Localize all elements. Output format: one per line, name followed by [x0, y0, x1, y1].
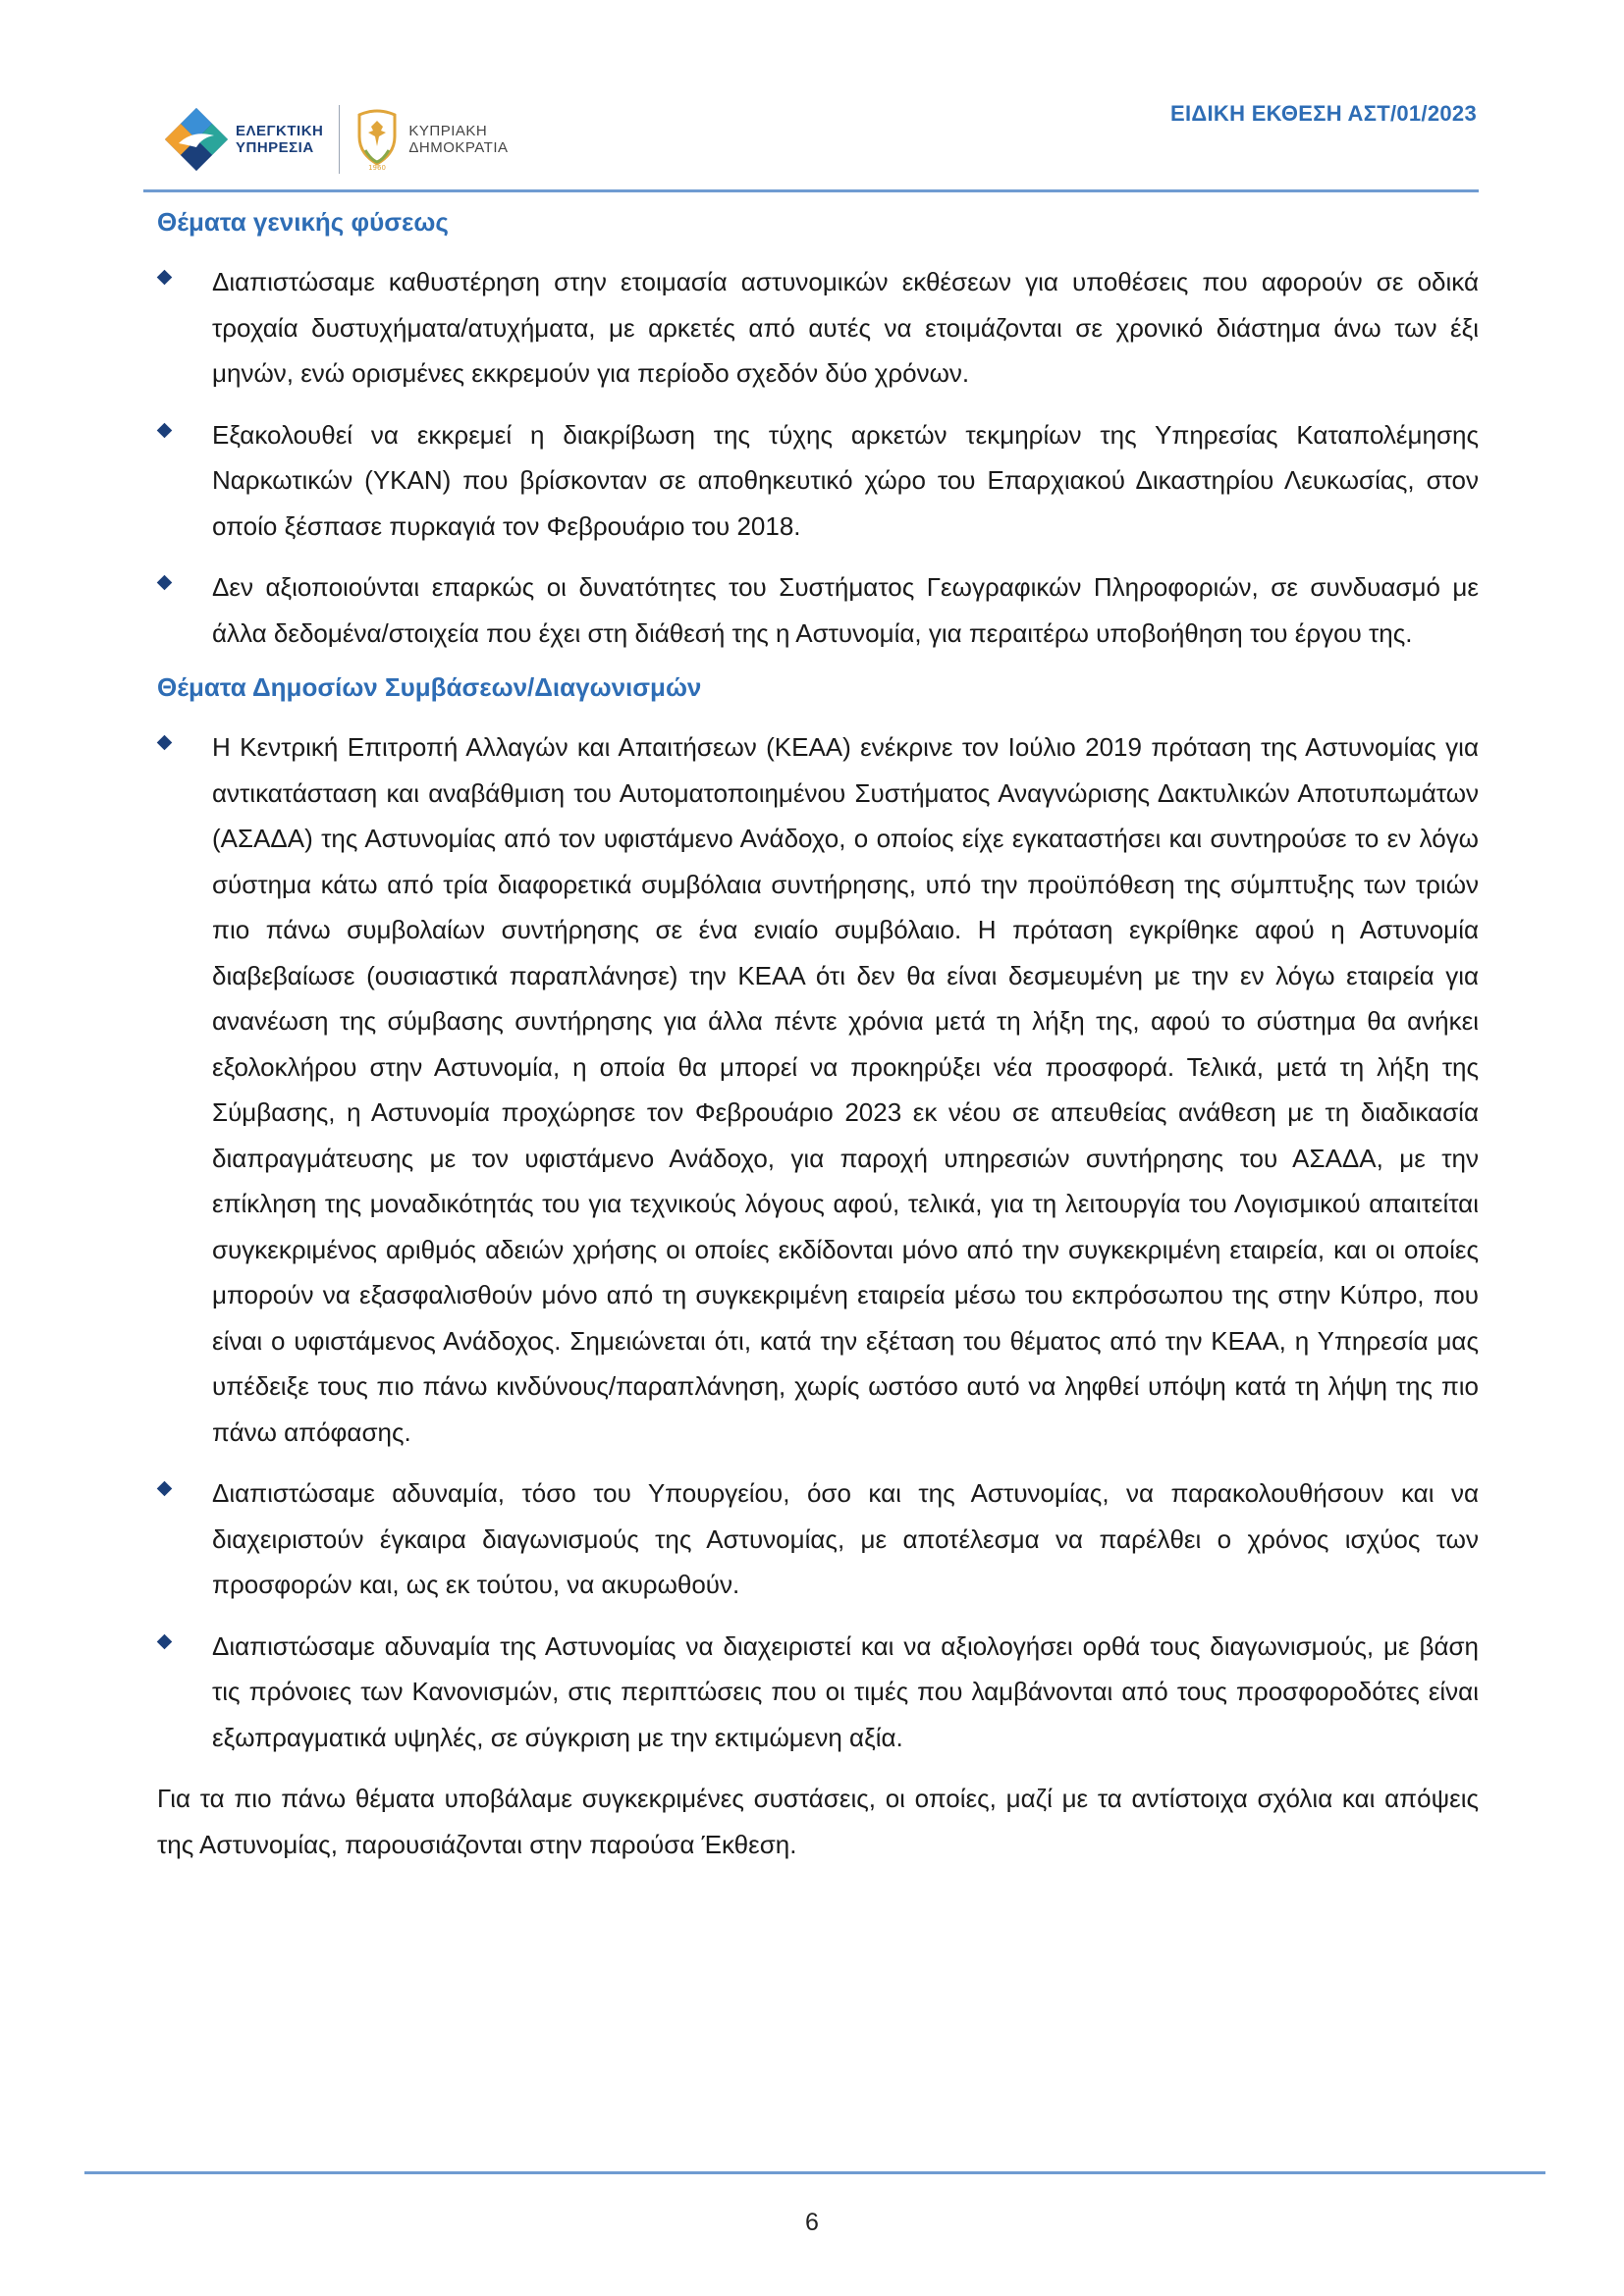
- header-rule: [143, 189, 1479, 192]
- republic-name: [408, 123, 508, 156]
- section-title-general: Θέματα γενικής φύσεως: [157, 207, 449, 237]
- bullet-text: Δεν αξιοποιούνται επαρκώς οι δυνατότητες του Συστήματος Γεωγραφικών Πληροφοριών, σε συνδυασμό με άλλα δεδομένα/στοιχεία που έχει στη διάθεσή της η Αστυνομία, για περαιτέρω υποβοήθηση του έργου της.: [212, 572, 1479, 648]
- footer-rule: [84, 2171, 1545, 2174]
- diamond-bullet-icon: [157, 422, 173, 438]
- section-title-procurement: Θέματα Δημοσίων Συμβάσεων/Διαγωνισμών: [157, 672, 702, 702]
- cyprus-emblem-logo: [353, 107, 401, 172]
- audit-office-name: [236, 123, 323, 156]
- report-id: ΕΙΔΙΚΗ ΕΚΘΕΣΗ ΑΣΤ/01/2023: [1170, 101, 1477, 126]
- logo-divider: [339, 105, 340, 174]
- diamond-bullet-icon: [157, 270, 173, 286]
- page-number: 6: [805, 2209, 819, 2236]
- bullet-text: Η Κεντρική Επιτροπή Αλλαγών και Απαιτήσεων (ΚΕΑΑ) ενέκρινε τον Ιούλιο 2019 πρόταση της Αστυνομίας για αντικατάσταση και αναβάθμιση του Αυτοματοποιημένου Συστήματος Αναγνώρισης Δακτυλικών Αποτυπωμάτων (ΑΣΑΔΑ) της Αστυνομίας από τον υφιστάμενο Ανάδοχο, ο οποίος είχε εγκαταστήσει και συντηρούσε το εν λόγω σύστημα κάτω από τρία διαφορετικά συμβόλαια συντήρησης, υπό την προϋπόθεση της σύμπτυξης των τριών πιο πάνω συμβολαίων συντήρησης σε ένα ενιαίο συμβόλαιο. Η πρόταση εγκρίθηκε αφού η Αστυνομία διαβεβαίωσε (ουσιαστικά παραπλάνησε) την ΚΕΑΑ ότι δεν θα είναι δεσμευμένη με την εν λόγω εταιρεία για ανανέωση της σύμβασης συντήρησης για άλλα πέντε χρόνια μετά τη λήξη της, αφού το σύστημα θα ανήκει εξολοκλήρου στην Αστυνομία, η οποία θα μπορεί να προκηρύξει νέα προσφορά. Τελικά, μετά τη λήξη της Σύμβασης, η Αστυνομία προχώρησε τον Φεβρουάριο 2023 εκ νέου σε απευθείας ανάθεση με τη διαδικασία διαπραγμάτευσης με τον υφιστάμενο Ανάδοχο, για παροχή υπηρεσιών συντήρησης του ΑΣΑΔΑ, με την επίκληση της μοναδικότητάς του για τεχνικούς λόγους αφού, τελικά, για τη λειτουργία του Λογισμικού απαιτείται συγκεκριμένος αριθμός αδειών χρήσης οι οποίες εκδίδονται μόνο από την συγκεκριμένη εταιρεία, και οι οποίες μπορούν να εξασφαλισθούν μόνο από τη συγκεκριμένη εταιρεία μέσω του εκπρόσωπου της στην Κύπρο, που είναι ο υφιστάμενος Ανάδοχος. Σημειώνεται ότι, κατά την εξέταση του θέματος από την ΚΕΑΑ, η Υπηρεσία μας υπέδειξε τους πιο πάνω κινδύνους/παραπλάνηση, χωρίς ωστόσο αυτό να ληφθεί υπόψη κατά τη λήψη της πιο πάνω απόφασης.: [212, 732, 1479, 1447]
- republic-line1: ΚΥΠΡΙΑΚΗ: [408, 123, 488, 139]
- svg-text:1960: 1960: [368, 164, 387, 172]
- diamond-bullet-icon: [157, 575, 173, 591]
- page-content: [157, 204, 1479, 1867]
- audit-office-line1: ΕΛΕΓΚΤΙΚΗ: [236, 123, 324, 139]
- audit-office-logo: [163, 106, 230, 173]
- page-header: [0, 0, 1624, 191]
- bullet-item: [157, 564, 1479, 656]
- closing-paragraph: Για τα πιο πάνω θέματα υποβάλαμε συγκεκριμένες συστάσεις, οι οποίες, μαζί με τα αντίστοιχα σχόλια και απόψεις της Αστυνομίας, παρουσιάζονται στην παρούσα Έκθεση.: [157, 1784, 1479, 1859]
- diamond-bullet-icon: [157, 735, 173, 751]
- bullet-text: Εξακολουθεί να εκκρεμεί η διακρίβωση της τύχης αρκετών τεκμηρίων της Υπηρεσίας Καταπολέμησης Ναρκωτικών (ΥΚΑΝ) που βρίσκονταν σε αποθηκευτικό χώρο του Επαρχιακού Δικαστηρίου Λευκωσίας, στον οποίο ξέσπασε πυρκαγιά τον Φεβρουάριο του 2018.: [212, 419, 1479, 541]
- audit-office-line2: ΥΠΗΡΕΣΙΑ: [236, 139, 314, 156]
- logo-group: [163, 98, 509, 181]
- bullet-item: [157, 724, 1479, 1455]
- bullet-text: Διαπιστώσαμε αδυναμία της Αστυνομίας να διαχειριστεί και να αξιολογήσει ορθά τους διαγωνισμούς, με βάση τις πρόνοιες των Κανονισμών, στις περιπτώσεις που οι τιμές που λαμβάνονται από τους προσφοροδότες είναι εξωπραγματικά υψηλές, σε σύγκριση με την εκτιμώμενη αξία.: [212, 1630, 1479, 1752]
- bullet-item: [157, 259, 1479, 397]
- bullet-text: Διαπιστώσαμε αδυναμία, τόσο του Υπουργείου, όσο και της Αστυνομίας, να παρακολουθήσουν και να διαχειριστούν έγκαιρα διαγωνισμούς της Αστυνομίας, με αποτέλεσμα να παρέλθει ο χρόνος ισχύος των προσφορών και, ως εκ τούτου, να ακυρωθούν.: [212, 1478, 1479, 1599]
- bullet-item: [157, 1470, 1479, 1608]
- bullet-text: Διαπιστώσαμε καθυστέρηση στην ετοιμασία αστυνομικών εκθέσεων για υποθέσεις που αφορούν σε οδικά τροχαία δυστυχήματα/ατυχήματα, με αρκετές από αυτές να ετοιμάζονται σε χρονικό διάστημα άνω των έξι μηνών, ενώ ορισμένες εκκρεμούν για περίοδο σχεδόν δύο χρόνων.: [212, 267, 1479, 388]
- diamond-bullet-icon: [157, 1633, 173, 1649]
- bullet-item: [157, 1624, 1479, 1761]
- bullet-item: [157, 412, 1479, 550]
- republic-line2: ΔΗΜΟΚΡΑΤΙΑ: [408, 139, 509, 156]
- diamond-bullet-icon: [157, 1481, 173, 1497]
